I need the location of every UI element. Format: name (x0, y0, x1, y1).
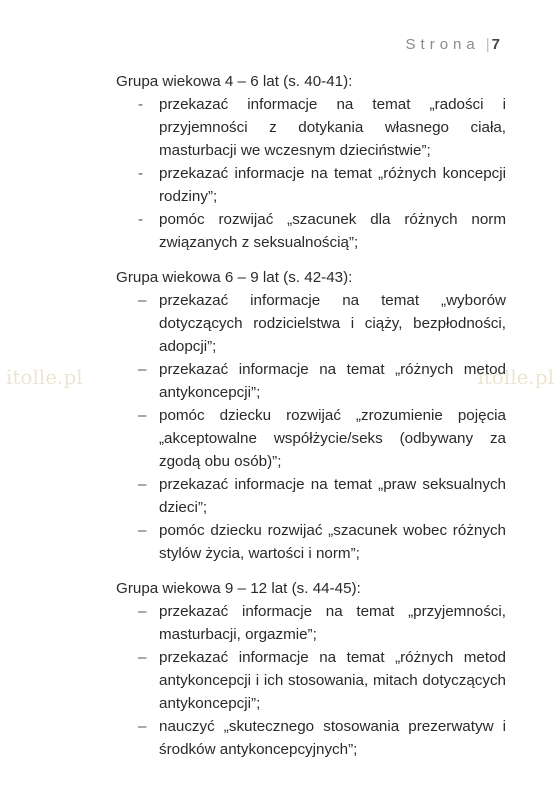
dash-bullet: - (138, 96, 144, 113)
group-title: Grupa wiekowa 4 – 6 lat (s. 40-41): (116, 73, 353, 90)
item-list (116, 289, 506, 565)
watermark-right: itolle.pl (477, 365, 554, 389)
dash-bullet: – (138, 361, 147, 378)
page-label: Strona (405, 36, 480, 53)
dash-bullet: – (138, 292, 147, 309)
page-number: 7 (491, 36, 500, 53)
list-item: – przekazać informacje na temat „różnych metod antykoncepcji”; (116, 358, 506, 404)
list-item: – nauczyć „skutecznego stosowania prezerwatyw i środków antykoncepcyjnych”; (116, 715, 506, 761)
page-content (116, 70, 506, 773)
page-header (406, 36, 500, 53)
dash-bullet: – (138, 407, 147, 424)
list-item: – przekazać informacje na temat „różnych metod antykoncepcji i ich stosowania, mitach dotyczących antykoncepcji”; (116, 646, 506, 715)
dash-bullet: – (138, 718, 147, 735)
item-list (116, 93, 506, 254)
list-item: - przekazać informacje na temat „różnych koncepcji rodziny”; (116, 162, 506, 208)
list-item: - przekazać informacje na temat „radości i przyjemności z dotykania własnego ciała, masturbacji we wczesnym dzieciństwie”; (116, 93, 506, 162)
header-separator: | (485, 36, 490, 53)
list-item: – przekazać informacje na temat „przyjemności, masturbacji, orgazmie”; (116, 600, 506, 646)
group-title: Grupa wiekowa 6 – 9 lat (s. 42-43): (116, 269, 353, 286)
group-title: Grupa wiekowa 9 – 12 lat (s. 44-45): (116, 580, 361, 597)
list-item: - pomóc rozwijać „szacunek dla różnych norm związanych z seksualnością”; (116, 208, 506, 254)
watermark-left: itolle.pl (6, 365, 83, 389)
dash-bullet: – (138, 649, 147, 666)
list-item: – przekazać informacje na temat „wyborów dotyczących rodzicielstwa i ciąży, bezpłodności, adopcji”; (116, 289, 506, 358)
age-group-6-9 (116, 266, 506, 565)
list-item: – przekazać informacje na temat „praw seksualnych dzieci”; (116, 473, 506, 519)
age-group-4-6 (116, 70, 506, 254)
list-item: – pomóc dziecku rozwijać „zrozumienie pojęcia „akceptowalne współżycie/seks (odbywany za zgodą obu osób)”; (116, 404, 506, 473)
dash-bullet: – (138, 522, 147, 539)
dash-bullet: – (138, 603, 147, 620)
dash-bullet: – (138, 476, 147, 493)
dash-bullet: - (138, 211, 144, 228)
list-item: – pomóc dziecku rozwijać „szacunek wobec różnych stylów życia, wartości i norm”; (116, 519, 506, 565)
item-list (116, 600, 506, 761)
dash-bullet: - (138, 165, 144, 182)
age-group-9-12 (116, 577, 506, 761)
